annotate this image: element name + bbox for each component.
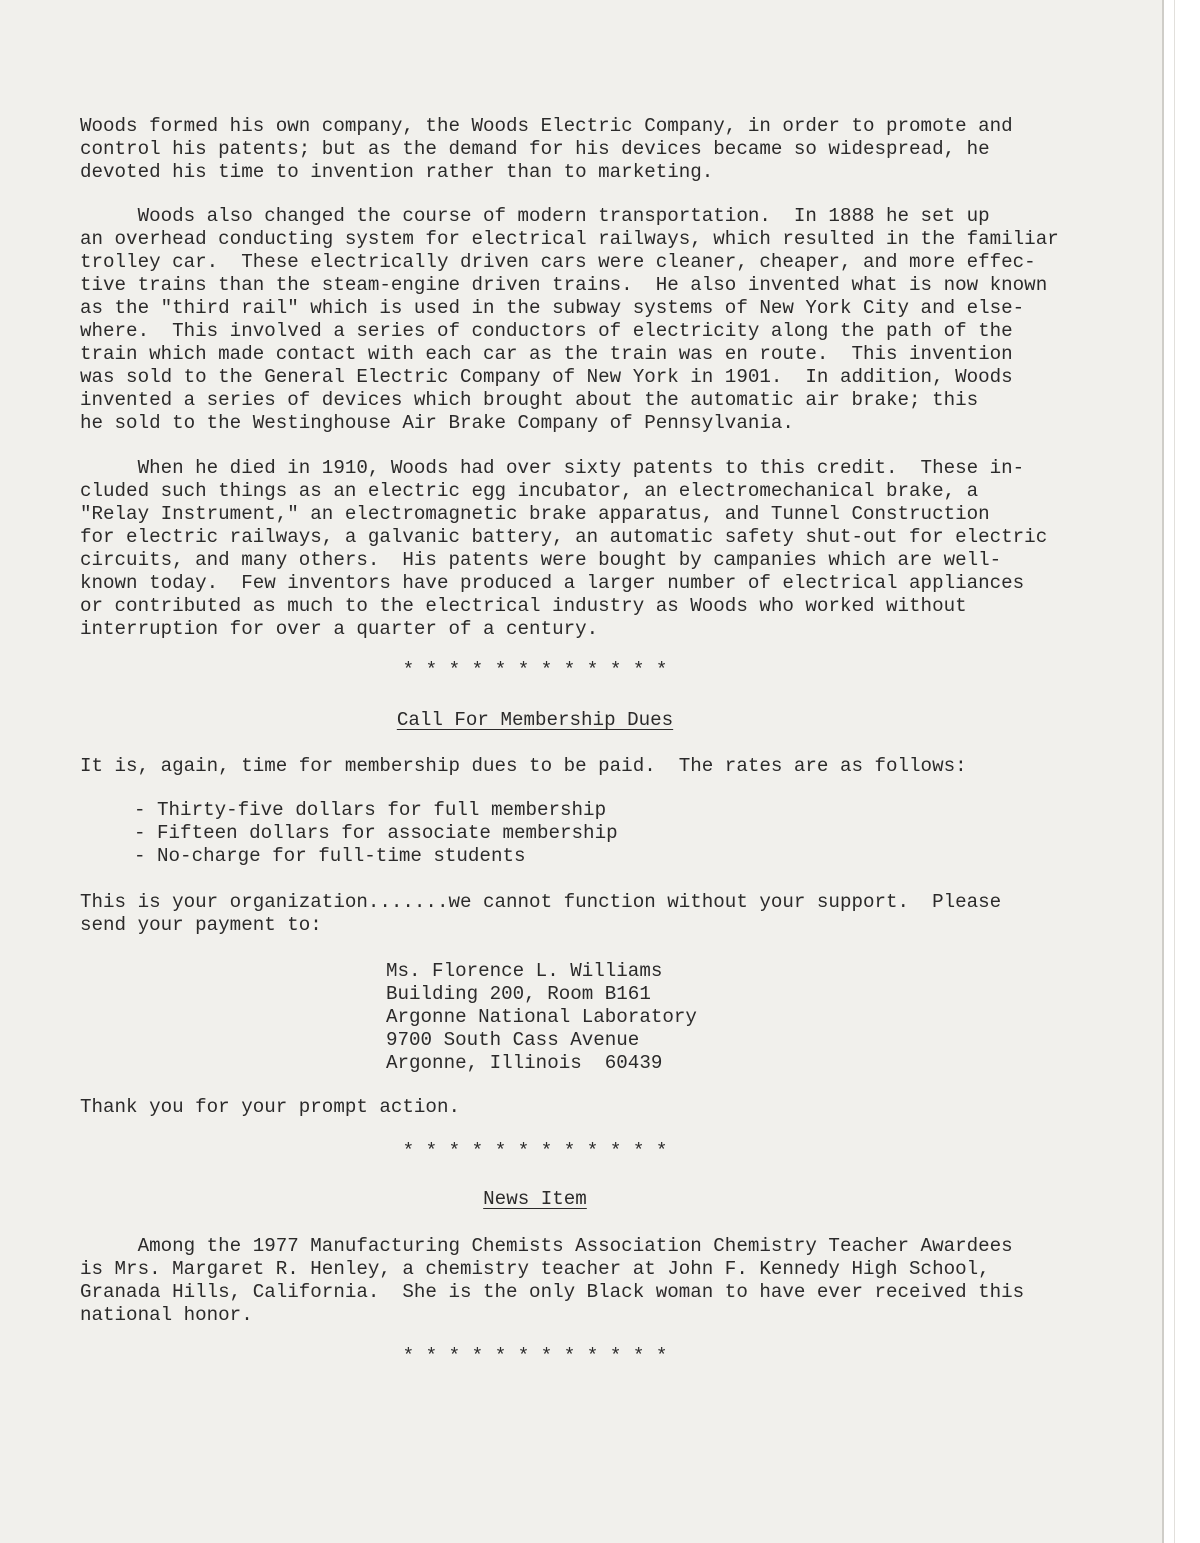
address-building: Building 200, Room B161 [386,983,651,1005]
paragraph-woods-company: Woods formed his own company, the Woods Electric Company, in order to promote and control his patents; but as the demand for his devices became so widespread, he devoted his time to invention rather than to marketing. [80,115,1013,183]
address-city: Argonne, Illinois 60439 [386,1052,663,1074]
section-heading-news [0,1188,1070,1211]
adjacent-page-edge [1162,0,1200,1543]
separator-1: * * * * * * * * * * * * [402,659,668,681]
rate-item-students: - No-charge for full-time students [134,845,526,867]
section-heading-dues [0,709,1070,732]
address-street: 9700 South Cass Avenue [386,1029,640,1051]
news-heading-text: News Item [483,1188,587,1210]
rate-item-associate: - Fifteen dollars for associate membership [134,822,618,844]
dues-intro: It is, again, time for membership dues to be paid. The rates are as follows: [80,755,967,777]
separator-2: * * * * * * * * * * * * [402,1140,668,1162]
news-body: Among the 1977 Manufacturing Chemists Association Chemistry Teacher Awardees is Mrs. Margaret R. Henley, a chemistry teacher at John F. Kennedy High School, Granada Hills, California. She is the only Black woman to have ever received this national honor. [80,1235,1025,1326]
rate-item-full: - Thirty-five dollars for full membership [134,799,607,821]
separator-3: * * * * * * * * * * * * [402,1345,668,1367]
dues-heading-text: Call For Membership Dues [396,709,674,731]
address-name: Ms. Florence L. Williams [386,960,663,982]
dues-appeal: This is your organization.......we cannot function without your support. Please send your payment to: [80,891,1002,936]
address-lab: Argonne National Laboratory [386,1006,697,1028]
paragraph-patents: When he died in 1910, Woods had over sixty patents to this credit. These in- cluded such things as an electric egg incubator, an electromechanical brake, a "Relay Instrument," an electromagnetic brake apparatus, and Tunnel Construction for electric railways, a galvanic battery, an automatic safety shut-out for electric circuits, and many others. His patents were bought by campanies which are well- known today. Few inventors have produced a larger number of electrical appliances or contributed as much to the electrical industry as Woods who worked without interruption for over a quarter of a century. [80,457,1048,640]
paragraph-transportation: Woods also changed the course of modern transportation. In 1888 he set up an overhead conducting system for electrical railways, which resulted in the familiar trolley car. These electrically driven cars were cleaner, cheaper, and more effec- tive trains than the steam-engine driven trains. He also invented what is now known as the "third rail" which is used in the subway systems of New York City and else- where. This involved a series of conductors of electricity along the path of the train which made contact with each car as the train was en route. This invention was sold to the General Electric Company of New York in 1901. In addition, Woods invented a series of devices which brought about the automatic air brake; this he sold to the Westinghouse Air Brake Company of Pennsylvania. [80,205,1059,434]
dues-thanks: Thank you for your prompt action. [80,1096,460,1118]
